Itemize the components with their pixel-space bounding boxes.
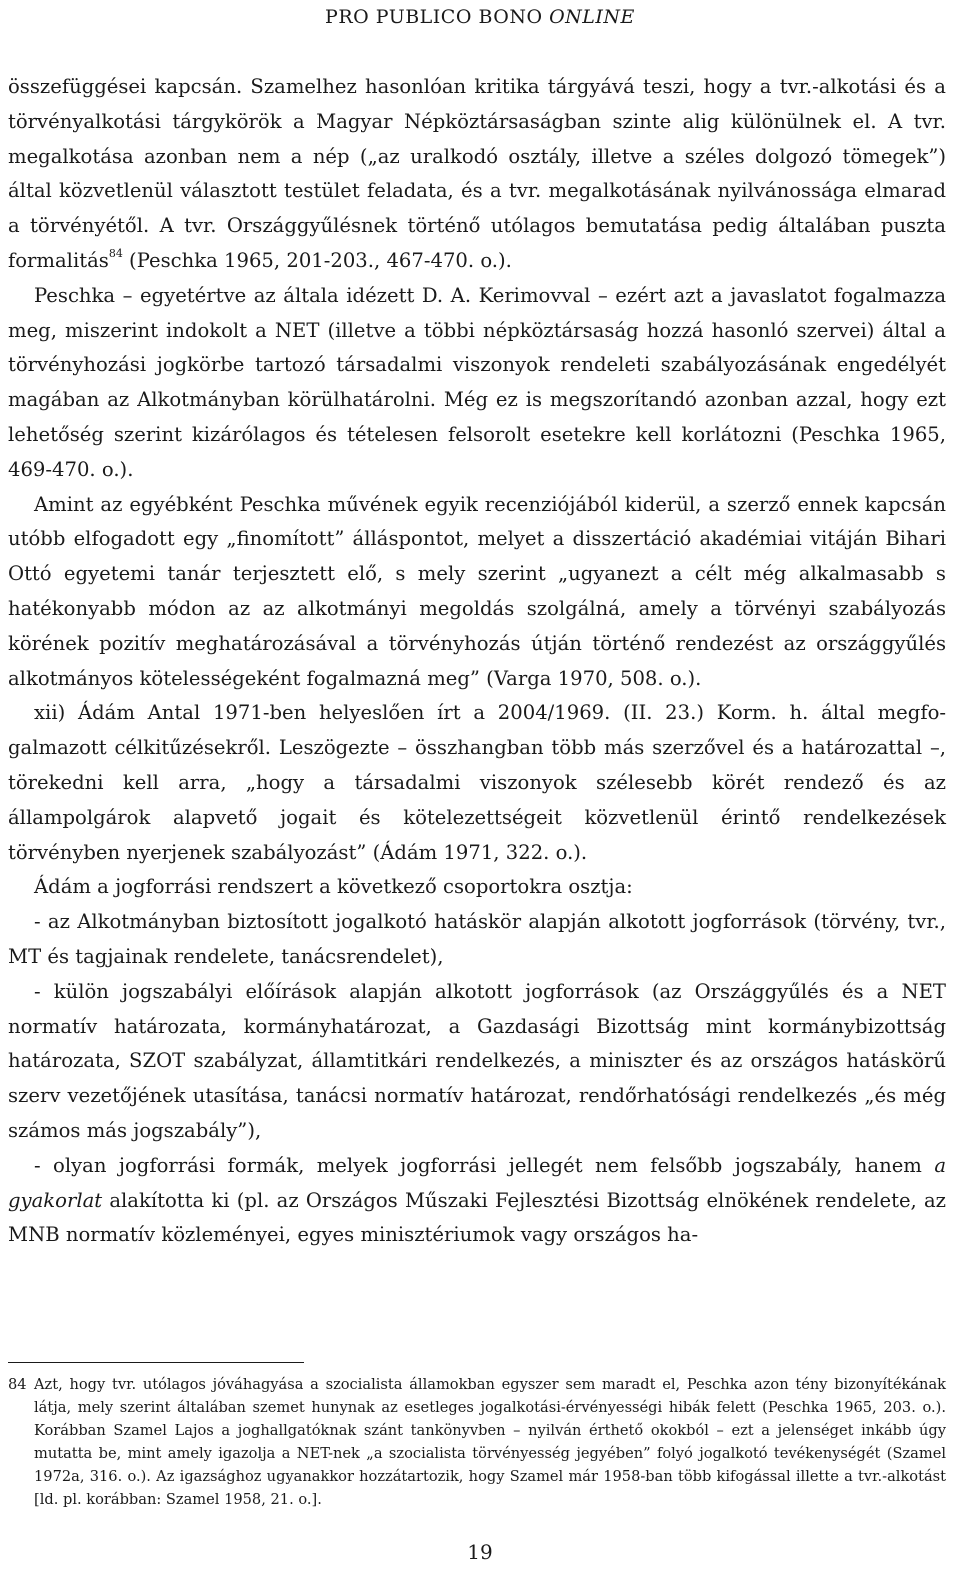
header-title: PRO PUBLICO BONO — [325, 6, 543, 28]
body-text — [8, 70, 946, 1253]
list-item-1: - az Alkotmányban biztosított jogalkotó hatáskör alapján alkotott jogforrások (törvény, tvr., MT és tagjainak rendelete, tanácsrendelet), — [8, 910, 946, 968]
paragraph-5: Ádám a jogforrási rendszert a következő csoportokra osztja: — [34, 875, 633, 899]
emphasis-text: a gyakorlat — [8, 1153, 946, 1212]
list-item-3 — [8, 1149, 946, 1253]
paragraph-1 — [8, 70, 946, 279]
list-item-3-text: - olyan jogforrási formák, melyek jogforrási jellegét nem felsőbb jogszabály, hanem — [34, 1153, 935, 1177]
footnote-reference[interactable]: 84 — [108, 247, 123, 261]
footnote — [8, 1373, 946, 1511]
list-item-3-tail: alakította ki (pl. az Országos Műszaki Fejlesztési Bizottság elnökének rendelete, az MNB normatív közleményei, egyes minisztériumok vagy országos ha- — [8, 1188, 946, 1247]
list-item-2: - külön jogszabályi előírások alapján alkotott jogforrások (az Országgyűlés és a NET normatív határozata, kormányhatározat, a Gazdasági Bizottság mint kormánybizottság határozata, SZOT szabályzat, államtitkári rendelkezés, a miniszter és az országos hatáskörű szerv vezetőjének utasítása, tanácsi normatív határozat, rendőrhatósági rendelkezés „és még számos más jogszabály”), — [8, 979, 946, 1142]
footnote-number: 84 — [8, 1376, 27, 1393]
header-title-italic: ONLINE — [549, 6, 635, 28]
paragraph-3: Amint az egyébként Peschka művének egyik recenziójából kiderül, a szerző ennek kapcsán utóbb elfogadott egy „finomított” álláspontot, melyet a disszertáció akadémiai vitáján Bihari Ottó egyetemi tanár terjesztett elő, s mely szerint „ugyanezt a célt még alkalmasabb s hatékonyabb módon az az alkotmányi megoldás szolgálná, amely a törvényi szabályozás körének pozitív meghatározásával a törvényhozás útján történő rendezést az országgyűlés alkotmányos kötelességeként fogalmazná meg” (Varga 1970, 508. o.). — [8, 492, 946, 690]
paragraph-4: xii) Ádám Antal 1971-ben helyeslően írt a 2004/1969. (II. 23.) Korm. h. által megfogalmazott célkitűzésekről. Leszögezte – összhangban több más szerzővel és a határozattal –, törekedni kell arra, „hogy a társadalmi viszonyok szélesebb körét rendező és az állampolgárok alapvető jogait és kötelezettségeit közvetlenül érintő rendelkezések törvényben nyerjenek szabályozást” (Ádám 1971, 322. o.). — [8, 701, 946, 864]
paragraph-1-tail: (Peschka 1965, 201-203., 467-470. o.). — [122, 248, 512, 272]
page-number: 19 — [467, 1540, 493, 1564]
running-header — [0, 6, 960, 28]
footnote-separator — [8, 1362, 304, 1363]
footnote-text: Azt, hogy tvr. utólagos jóváhagyása a szocialista államokban egyszer sem maradt el, Peschka azon tény bizonyítékának látja, mely szerint általában szemet hunynak az esetleges jogalkotási-érvényességi hibák felett (Peschka 1965, 203. o.). Korábban Szamel Lajos a joghallgatóknak szánt tankönyvben – nyilván érthető okokból – ezt a jelenséget inkább úgy mutatta be, mint amely igazolja a NET-nek „a szocialista törvényesség jegyében” folyó jogalkotó tevékenységét (Szamel 1972a, 316. o.). Az igazsághoz ugyanakkor hozzátartozik, hogy Szamel már 1958-ban több kifogással illette a tvr.-alkotást [ld. pl. korábban: Szamel 1958, 21. o.]. — [34, 1376, 946, 1508]
paragraph-1-text: összefüggései kapcsán. Szamelhez hasonlóan kritika tárgyává teszi, hogy a tvr.-alkotási és a törvényalkotási tárgykörök a Magyar Népköztársaságban szinte alig különülnek el. A tvr. megalkotása azonban nem a nép („az uralkodó osztály, illetve a széles dolgozó tömegek”) által közvetlenül választott testület feladata, és a tvr. megalkotásának nyilvánossága elmarad a törvényétől. A tvr. Országgyűlésnek történő utólagos bemutatása pedig általában puszta formalitás — [8, 75, 946, 272]
paragraph-2: Peschka – egyetértve az általa idézett D. A. Kerimovval – ezért azt a javaslatot fogalmazza meg, miszerint indokolt a NET (illetve a többi népköztársaság hozzá hasonló szervei) által a törvényhozási jogkörbe tartozó társadalmi viszonyok rendeleti szabályozásának engedélyét magában az Alkotmányban körülhatárolni. Még ez is megszorítandó azonban azzal, hogy ezt lehetőség szerint kizárólagos és tételesen felsorolt esetekre kell korlátozni (Peschka 1965, 469-470. o.). — [8, 283, 946, 481]
